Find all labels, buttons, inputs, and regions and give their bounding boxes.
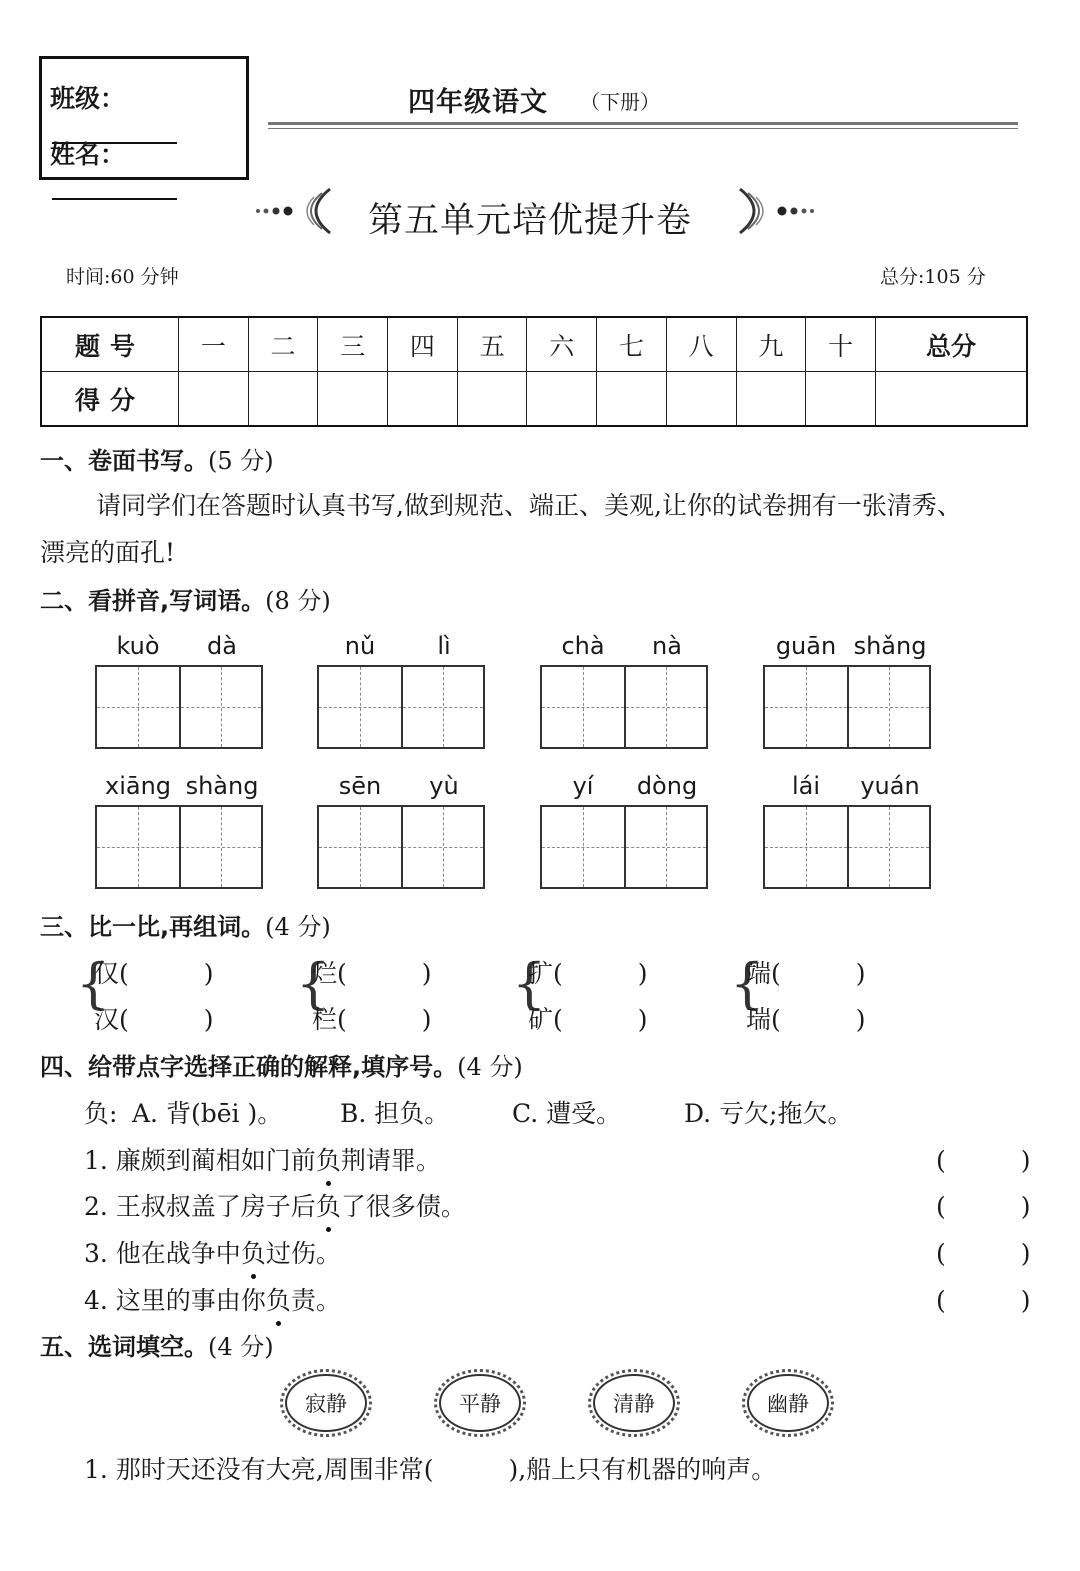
section4-heading — [40, 1047, 523, 1082]
column-header: 七 — [597, 317, 667, 372]
score-cell[interactable] — [457, 372, 527, 427]
score-cell[interactable] — [597, 372, 667, 427]
pinyin-label: yù — [429, 772, 459, 800]
class-label: 班级： — [50, 84, 126, 113]
definition-option: B. 担负。 — [340, 1099, 450, 1128]
definition-char: 负: — [84, 1099, 118, 1128]
pinyin-label: shàng — [185, 772, 259, 800]
header-rule-thick — [268, 122, 1018, 125]
writing-grid[interactable] — [95, 805, 263, 889]
name-field[interactable] — [50, 135, 246, 200]
column-header: 一 — [179, 317, 249, 372]
header-rule-thin — [268, 128, 1018, 129]
column-header: 六 — [527, 317, 597, 372]
writing-grid[interactable] — [95, 665, 263, 749]
right-ornament-icon — [728, 185, 818, 237]
pinyin-label: sēn — [338, 772, 382, 800]
pinyin-label: kuò — [116, 632, 160, 660]
dotted-char: 负 — [241, 1234, 266, 1270]
column-header: 四 — [388, 317, 458, 372]
pinyin-label: shǎng — [853, 632, 927, 660]
pinyin-label: xiāng — [104, 772, 172, 800]
score-cell[interactable] — [318, 372, 388, 427]
question-item — [84, 1141, 441, 1177]
word-choice-badge — [588, 1369, 680, 1437]
section2-points: (8 分) — [265, 587, 331, 615]
pinyin-label: dòng — [636, 772, 698, 800]
word-choice: 平静 — [459, 1392, 501, 1416]
writing-grid[interactable] — [317, 805, 485, 889]
word-choice-badge — [280, 1369, 372, 1437]
total-score-cell[interactable] — [876, 372, 1028, 427]
compare-item[interactable]: 扩( ) — [528, 959, 648, 988]
pinyin-label: nà — [652, 632, 682, 660]
question-text: 荆请罪。 — [340, 1146, 441, 1175]
word-choice: 寂静 — [305, 1392, 347, 1416]
writing-grid[interactable] — [317, 665, 485, 749]
column-header: 三 — [318, 317, 388, 372]
score-cell[interactable] — [666, 372, 736, 427]
section5-title: 五、选词填空。 — [40, 1333, 208, 1361]
pinyin-label: lái — [791, 772, 821, 800]
compare-item[interactable]: 烂( ) — [312, 959, 432, 988]
score-table-header-row — [41, 317, 1027, 372]
column-header: 九 — [736, 317, 806, 372]
section5-points: (4 分) — [208, 1333, 274, 1361]
question-text: 1. 廉颇到蔺相如门前 — [84, 1146, 316, 1175]
compare-item[interactable]: 瑞( ) — [746, 1005, 866, 1034]
pinyin-label: dà — [207, 632, 237, 660]
section1-text-line2: 漂亮的面孔! — [40, 538, 176, 567]
section1-points: (5 分) — [208, 447, 274, 475]
column-header: 十 — [806, 317, 876, 372]
writing-grid[interactable] — [763, 805, 931, 889]
student-info-box — [39, 56, 249, 180]
question-item — [84, 1281, 341, 1317]
section4-title: 四、给带点字选择正确的解释,填序号。 — [40, 1053, 458, 1081]
dotted-char: 负 — [266, 1281, 291, 1317]
question-text: 责。 — [290, 1286, 341, 1315]
compare-item[interactable]: 矿( ) — [528, 1005, 648, 1034]
score-cell[interactable] — [527, 372, 597, 427]
section1-text-line1: 请同学们在答题时认真书写,做到规范、端正、美观,让你的试卷拥有一张清秀、 — [96, 491, 962, 520]
score-table-score-row — [41, 372, 1027, 427]
question-item — [84, 1187, 466, 1223]
total-score: 总分:105 分 — [880, 266, 986, 288]
question-item — [84, 1234, 341, 1270]
score-cell[interactable] — [388, 372, 458, 427]
pinyin-label: yí — [572, 772, 594, 800]
question-text: 4. 这里的事由你 — [84, 1286, 266, 1315]
compare-item[interactable]: 栏( ) — [312, 1005, 432, 1034]
question-text: 了很多债。 — [340, 1192, 466, 1221]
section3-points: (4 分) — [265, 913, 331, 941]
score-cell[interactable] — [248, 372, 318, 427]
brace-icon: { — [512, 952, 547, 1015]
section1-heading — [40, 441, 274, 476]
left-ornament-icon — [252, 185, 342, 237]
word-choice: 清静 — [613, 1392, 655, 1416]
pinyin-label: yuán — [860, 772, 920, 800]
section3-heading — [40, 907, 331, 942]
unit-title: 第五单元培优提升卷 — [368, 201, 693, 241]
question-text: 3. 他在战争中 — [84, 1239, 241, 1268]
section5-heading — [40, 1327, 274, 1362]
volume-label: （下册） — [580, 90, 660, 114]
pinyin-label: chà — [561, 632, 605, 660]
time-limit: 时间:60 分钟 — [66, 266, 179, 288]
compare-item[interactable]: 仅( ) — [94, 959, 214, 988]
score-row-header: 得分 — [41, 372, 179, 427]
pinyin-label: lì — [437, 632, 451, 660]
fill-blank-question: 1. 那时天还没有大亮,周围非常( ),船上只有机器的响声。 — [84, 1455, 777, 1484]
answer-blank[interactable]: ( ) — [936, 1239, 1031, 1268]
name-label: 姓名： — [50, 140, 126, 169]
writing-grid[interactable] — [540, 805, 708, 889]
score-cell[interactable] — [806, 372, 876, 427]
name-blank[interactable] — [52, 176, 177, 200]
grade-subject-title: 四年级语文 — [408, 87, 548, 118]
word-choice: 幽静 — [767, 1392, 809, 1416]
column-header: 八 — [666, 317, 736, 372]
brace-icon: { — [76, 952, 111, 1015]
section1-title: 一、卷面书写。 — [40, 447, 208, 475]
score-cell[interactable] — [736, 372, 806, 427]
section2-title: 二、看拼音,写词语。 — [40, 587, 266, 615]
pinyin-label: nǔ — [344, 632, 376, 660]
dotted-char: 负 — [316, 1187, 341, 1223]
answer-blank[interactable]: ( ) — [936, 1146, 1031, 1175]
dotted-char: 负 — [316, 1141, 341, 1177]
section3-title: 三、比一比,再组词。 — [40, 913, 266, 941]
writing-grid[interactable] — [540, 665, 708, 749]
question-text: 过伤。 — [265, 1239, 341, 1268]
definition-option: C. 遭受。 — [512, 1099, 622, 1128]
section4-points: (4 分) — [457, 1053, 523, 1081]
brace-icon: { — [296, 952, 331, 1015]
compare-item[interactable]: 汉( ) — [94, 1005, 214, 1034]
score-cell[interactable] — [179, 372, 249, 427]
column-header: 二 — [248, 317, 318, 372]
word-choice-badge — [742, 1369, 834, 1437]
definition-option: A. 背(bēi )。 — [132, 1099, 283, 1128]
pinyin-label: guān — [775, 632, 837, 660]
word-choice-badge — [434, 1369, 526, 1437]
answer-blank[interactable]: ( ) — [936, 1192, 1031, 1221]
question-number-header: 题号 — [41, 317, 179, 372]
question-text: 2. 王叔叔盖了房子后 — [84, 1192, 316, 1221]
answer-blank[interactable]: ( ) — [936, 1286, 1031, 1315]
definition-option: D. 亏欠;拖欠。 — [684, 1099, 853, 1128]
total-header: 总分 — [876, 317, 1028, 372]
brace-icon: { — [730, 952, 765, 1015]
compare-item[interactable]: 端( ) — [746, 959, 866, 988]
score-table — [40, 316, 1028, 427]
section2-heading — [40, 581, 331, 616]
writing-grid[interactable] — [763, 665, 931, 749]
column-header: 五 — [457, 317, 527, 372]
